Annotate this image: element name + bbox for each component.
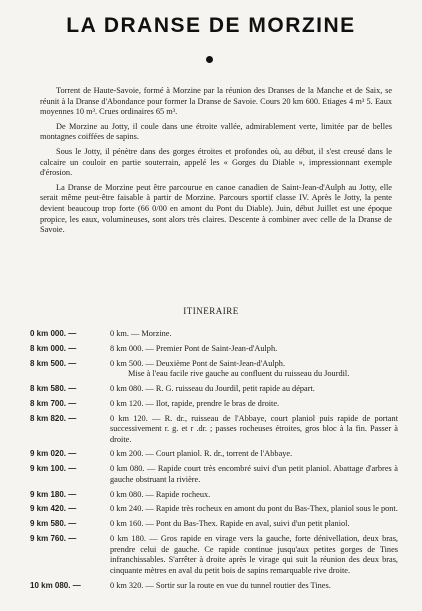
itinerary-description: [110, 359, 398, 380]
itinerary-description: [110, 519, 398, 530]
itinerary-row: [30, 329, 398, 340]
itinerary-description: [110, 384, 398, 395]
intro-paragraph: Torrent de Haute-Savoie, formé à Morzine par la réunion des Dranses de la Manche et de Saix, se réunit à la Dranse d'Abondance pour former la Dranse de Savoie. Cours 20 km 600. Etiages 4 m³ 5. Eaux moyennes 10 m³. Crues ordinaires 65 m³.: [40, 86, 392, 117]
itinerary-row: [30, 399, 398, 410]
itinerary-row: [30, 414, 398, 446]
itinerary-text: 0 km 120. — Ilot, rapide, prendre le bras de droite.: [110, 398, 280, 408]
itinerary-description: [110, 504, 398, 515]
itinerary-description: [110, 464, 398, 485]
itinerary-description: [110, 449, 398, 460]
itinerary-distance: 9 km 020. —: [30, 449, 77, 459]
itinerary-text: 0 km 080. — Rapide rocheux.: [110, 489, 211, 499]
itinerary-row: [30, 344, 398, 355]
itinerary-description: [110, 581, 398, 592]
itinerary-description: [110, 490, 398, 501]
itinerary-distance: 9 km 420. —: [30, 504, 77, 514]
itinerary-heading: ITINERAIRE: [183, 306, 239, 316]
itinerary-text: 0 km 500. — Deuxième Pont de Saint-Jean-d'Aulph.: [110, 358, 286, 368]
itinerary-text: 0 km 240. — Rapide très rocheux en amont du pont du Bas-Thex, planiol sous le pont.: [110, 504, 398, 514]
itinerary-row: [30, 384, 398, 395]
itinerary-description: [110, 344, 398, 355]
itinerary-row: [30, 504, 398, 515]
itinerary-text: 0 km 160. — Pont du Bas-Thex. Rapide en aval, suivi d'un petit planiol.: [110, 519, 350, 529]
itinerary-distance: 9 km 760. —: [30, 533, 77, 543]
itinerary-text: 0 km 200. — Court planiol. R. dr., torrent de l'Abbaye.: [110, 449, 293, 459]
itinerary-row: [30, 359, 398, 380]
itinerary-description: [110, 414, 398, 446]
itinerary-distance: 10 km 080. —: [30, 580, 81, 590]
page-title: LA DRANSE DE MORZINE: [66, 14, 356, 37]
intro-paragraph: La Dranse de Morzine peut être parcourue en canoe canadien de Saint-Jean-d'Aulph au Jotty, elle serait même peut-être faisable à partir de Morzine. Parcours sportif classe IV. Après le Jotty, la pente devient beaucoup trop forte (66 0/00 en amont du Pont du Diable). Juin, début Juillet est une époque propice, les eaux, volumineuses, sont alors très claires. Descente à combiner avec celle de la Dranse de Savoie.: [40, 182, 392, 235]
itinerary-distance: 8 km 000. —: [30, 343, 77, 353]
itinerary-text: 8 km 000. — Premier Pont de Saint-Jean-d'Aulph.: [110, 343, 278, 353]
intro-paragraph: Sous le Jotty, il pénètre dans des gorges étroites et profondes où, au début, il s'est creusé dans le calcaire un couloir en partie souterrain, appelé les « Gorges du Diable », impressionnant exemple d'érosion.: [40, 146, 392, 178]
itinerary-row: [30, 519, 398, 530]
itinerary-list: [30, 329, 398, 595]
itinerary-distance: 8 km 580. —: [30, 383, 77, 393]
itinerary-text: 0 km 180. — Gros rapide en virage vers la gauche, forte dénivellation, deux bras, prendre celui de gauche. Ce rapide continue jusqu'aux petites gorges de Tines infranchissables. S'arrêter à droite après le virage qui suit la réunion des deux bras, cinquante mètres en aval du petit bois de sapins remarquable rive droite.: [110, 533, 398, 575]
itinerary-description: [110, 329, 398, 340]
itinerary-row: [30, 464, 398, 485]
itinerary-distance: 8 km 700. —: [30, 398, 77, 408]
intro-text: [40, 86, 392, 240]
intro-paragraph: De Morzine au Jotty, il coule dans une étroite vallée, admirablement verte, limitée par de belles montagnes coiffées de sapins.: [40, 121, 392, 142]
itinerary-text: 0 km 320. — Sortir sur la route en vue du tunnel routier des Tines.: [110, 580, 331, 590]
title-bullet-ornament: [206, 56, 213, 63]
itinerary-distance: 8 km 820. —: [30, 413, 77, 423]
itinerary-text: 0 km 120. — R. dr., ruisseau de l'Abbaye, court planiol puis rapide de portant successivement r. g. et r .dr. ; passes rocheuses étroites, gros bloc à la fin. Passer à droite.: [110, 413, 398, 444]
itinerary-description: [110, 534, 398, 576]
itinerary-distance: 9 km 180. —: [30, 489, 77, 499]
itinerary-distance: 9 km 100. —: [30, 464, 77, 474]
itinerary-distance: 9 km 580. —: [30, 519, 77, 529]
itinerary-row: [30, 449, 398, 460]
itinerary-row: [30, 490, 398, 501]
itinerary-text: 0 km 080. — Rapide court très encombré suivi d'un petit planiol. Abattage d'arbres à gauche obstruant la rivière.: [110, 464, 398, 484]
itinerary-row: [30, 581, 398, 592]
itinerary-distance: 0 km 000. —: [30, 329, 77, 338]
itinerary-distance: 8 km 500. —: [30, 358, 77, 368]
itinerary-text: 0 km 080. — R. G. ruisseau du Jourdil, petit rapide au départ.: [110, 383, 315, 393]
itinerary-row: [30, 534, 398, 576]
itinerary-subtext: Mise à l'eau facile rive gauche au confluent du ruisseau du Jourdil.: [128, 369, 350, 379]
itinerary-description: [110, 399, 398, 410]
itinerary-text: 0 km. — Morzine.: [110, 329, 172, 338]
